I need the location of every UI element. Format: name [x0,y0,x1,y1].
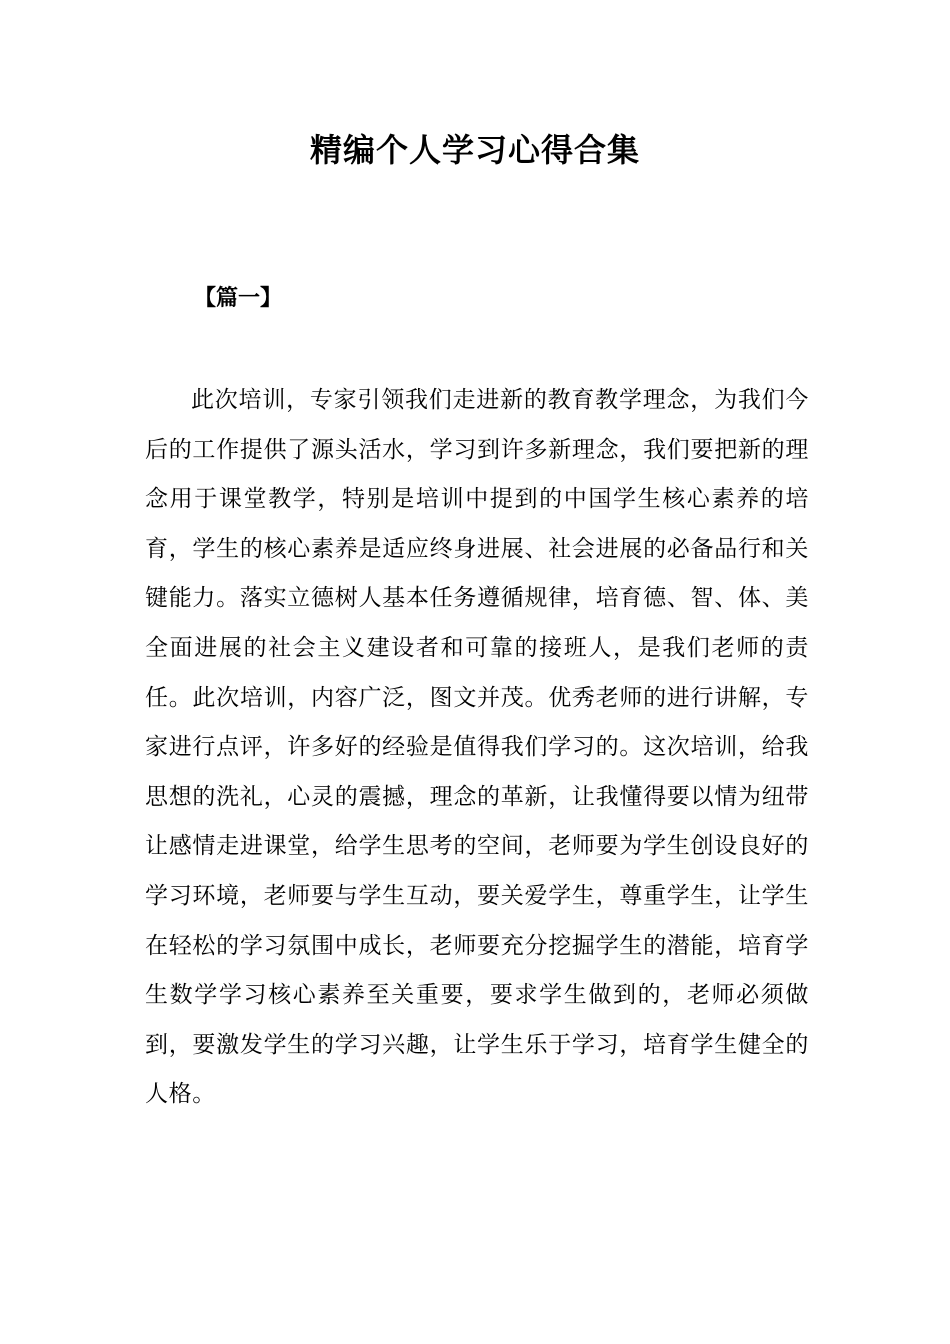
body-paragraph: 此次培训，专家引领我们走进新的教育教学理念，为我们今后的工作提供了源头活水，学习到许多新理念，我们要把新的理念用于课堂教学，特别是培训中提到的中国学生核心素养的培育，学生的核心素养是适应终身进展、社会进展的必备品行和关键能力。落实立德树人基本任务遵循规律，培育德、智、体、美全面进展的社会主义建设者和可靠的接班人，是我们老师的责任。此次培训，内容广泛，图文并茂。优秀老师的进行讲解，专家进行点评，许多好的经验是值得我们学习的。这次培训，给我思想的洗礼，心灵的震撼，理念的革新，让我懂得要以情为纽带让感情走进课堂，给学生思考的空间，老师要为学生创设良好的学习环境，老师要与学生互动，要关爱学生，尊重学生，让学生在轻松的学习氛围中成长，老师要充分挖掘学生的潜能，培育学生数学学习核心素养至关重要，要求学生做到的，老师必须做到，要激发学生的学习兴趣，让学生乐于学习，培育学生健全的人格。 [145,387,809,1108]
section-heading: 【篇一】 [194,286,283,311]
document-title: 精编个人学习心得合集 [309,131,640,169]
